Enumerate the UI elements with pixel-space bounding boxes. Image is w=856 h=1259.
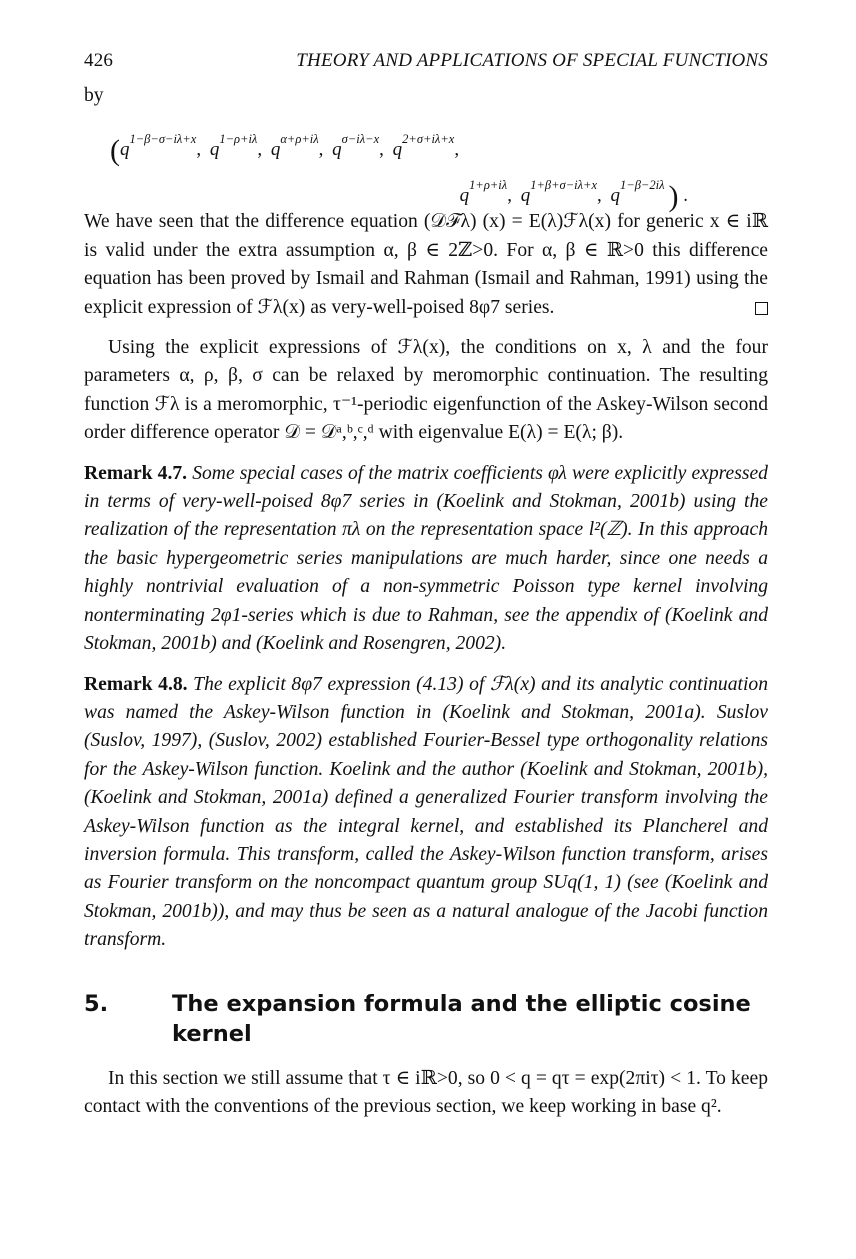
- section-title: The expansion formula and the elliptic cosine kernel: [172, 990, 751, 1047]
- remark-label: Remark 4.8.: [84, 673, 188, 695]
- formula-term: $q^{1-\beta-2i\lambda}$: [610, 178, 665, 207]
- page-number: 426: [84, 50, 114, 71]
- formula-term: $q^{1+\beta+\sigma-i\lambda+x}$,: [520, 178, 602, 207]
- formula-term: $q^{2+\sigma+i\lambda+x}$,: [392, 132, 460, 161]
- formula-line-2: [460, 178, 688, 214]
- formula-term: $q^{1+\rho+i\lambda}$,: [459, 178, 512, 207]
- paragraph-2: Using the explicit expressions of ℱλ(x), the conditions on x, λ and the four parameters α, ρ, β, σ can be relaxed by meromorphic continuation. The resulting function ℱλ is a meromorphic, τ⁻¹-periodic eigenfunction of the Askey-Wilson second order difference operator 𝒟 = 𝒟ᵃ,ᵇ,ᶜ,ᵈ with eigenvalue E(λ) = E(λ; β).: [84, 337, 768, 444]
- close-paren: ): [668, 180, 679, 214]
- remark-text: The explicit 8φ7 expression (4.13) of ℱλ(x) and its analytic continuation was named the Askey-Wilson function in (Koelink and Stokman, 2001a). Suslov (Suslov, 1997), (Suslov, 2002) established Fourier-Bessel type orthogonality relations for the Askey-Wilson function. Koelink and the author (Koelink and Stokman, 2001b), (Koelink and Stokman, 2001a) defined a generalized Fourier transform involving the Askey-Wilson function as the integral kernel, and established its Plancherel and inversion formula. This transform, called the Askey-Wilson function transform, arises as Fourier transform on the noncompact quantum group SUq(1, 1) (see (Koelink and Stokman, 2001b)), and may thus be seen as a natural analogue of the Jacobi function transform.: [84, 673, 769, 951]
- formula-line-1: [110, 132, 463, 168]
- formula-term: $q^{\sigma-i\lambda-x}$,: [332, 132, 384, 161]
- section-heading: [84, 989, 768, 1049]
- remark-text: Some special cases of the matrix coefficients φλ were explicitly expressed in terms of very-well-poised 8φ7 series in (Koelink and Stokman, 2001b) using the realization of the representation πλ on the representation space l²(ℤ). In this approach the basic hypergeometric series manipulations are much harder, since one needs a highly nontrivial evaluation of a non-symmetric Poisson type kernel involving nonterminating 2φ1-series which is due to Rahman, see the appendix of (Koelink and Stokman, 2001b) and (Koelink and Rosengren, 2002).: [84, 462, 768, 655]
- formula-term: $q^{1-\rho+i\lambda}$,: [209, 132, 263, 161]
- open-paren: (: [110, 134, 120, 168]
- remark-label: Remark 4.7.: [84, 462, 188, 484]
- running-header: [84, 50, 768, 82]
- page: [84, 50, 768, 1121]
- qed-square-icon: [755, 302, 768, 315]
- running-title: THEORY AND APPLICATIONS OF SPECIAL FUNCTIONS: [296, 50, 768, 71]
- paragraph-1: We have seen that the difference equation (𝒟ℱλ) (x) = E(λ)ℱλ(x) for generic x ∈ iℝ is valid under the extra assumption α, β ∈ 2ℤ>0. For α, β ∈ ℝ>0 this difference equation has been proved by Ismail and Rahman (Ismail and Rahman, 1991) using the explicit expression of ℱλ(x) as very-well-poised 8φ7 series.: [84, 211, 768, 318]
- formula-term: $q^{\alpha+\rho+i\lambda}$,: [270, 132, 324, 161]
- paragraph-3: In this section we still assume that τ ∈ iℝ>0, so 0 < q = qτ = exp(2πiτ) < 1. To keep contact with the conventions of the previous section, we keep working in base q².: [84, 1067, 768, 1117]
- remark-4-7: [84, 460, 768, 659]
- remark-4-8: [84, 671, 768, 955]
- formula-term: $q^{1-\beta-\sigma-i\lambda+x}$,: [120, 132, 202, 161]
- formula-end-period: .: [683, 185, 688, 207]
- display-formula: [84, 110, 768, 214]
- intro-word: by: [84, 85, 104, 106]
- section-number: 5.: [84, 990, 109, 1017]
